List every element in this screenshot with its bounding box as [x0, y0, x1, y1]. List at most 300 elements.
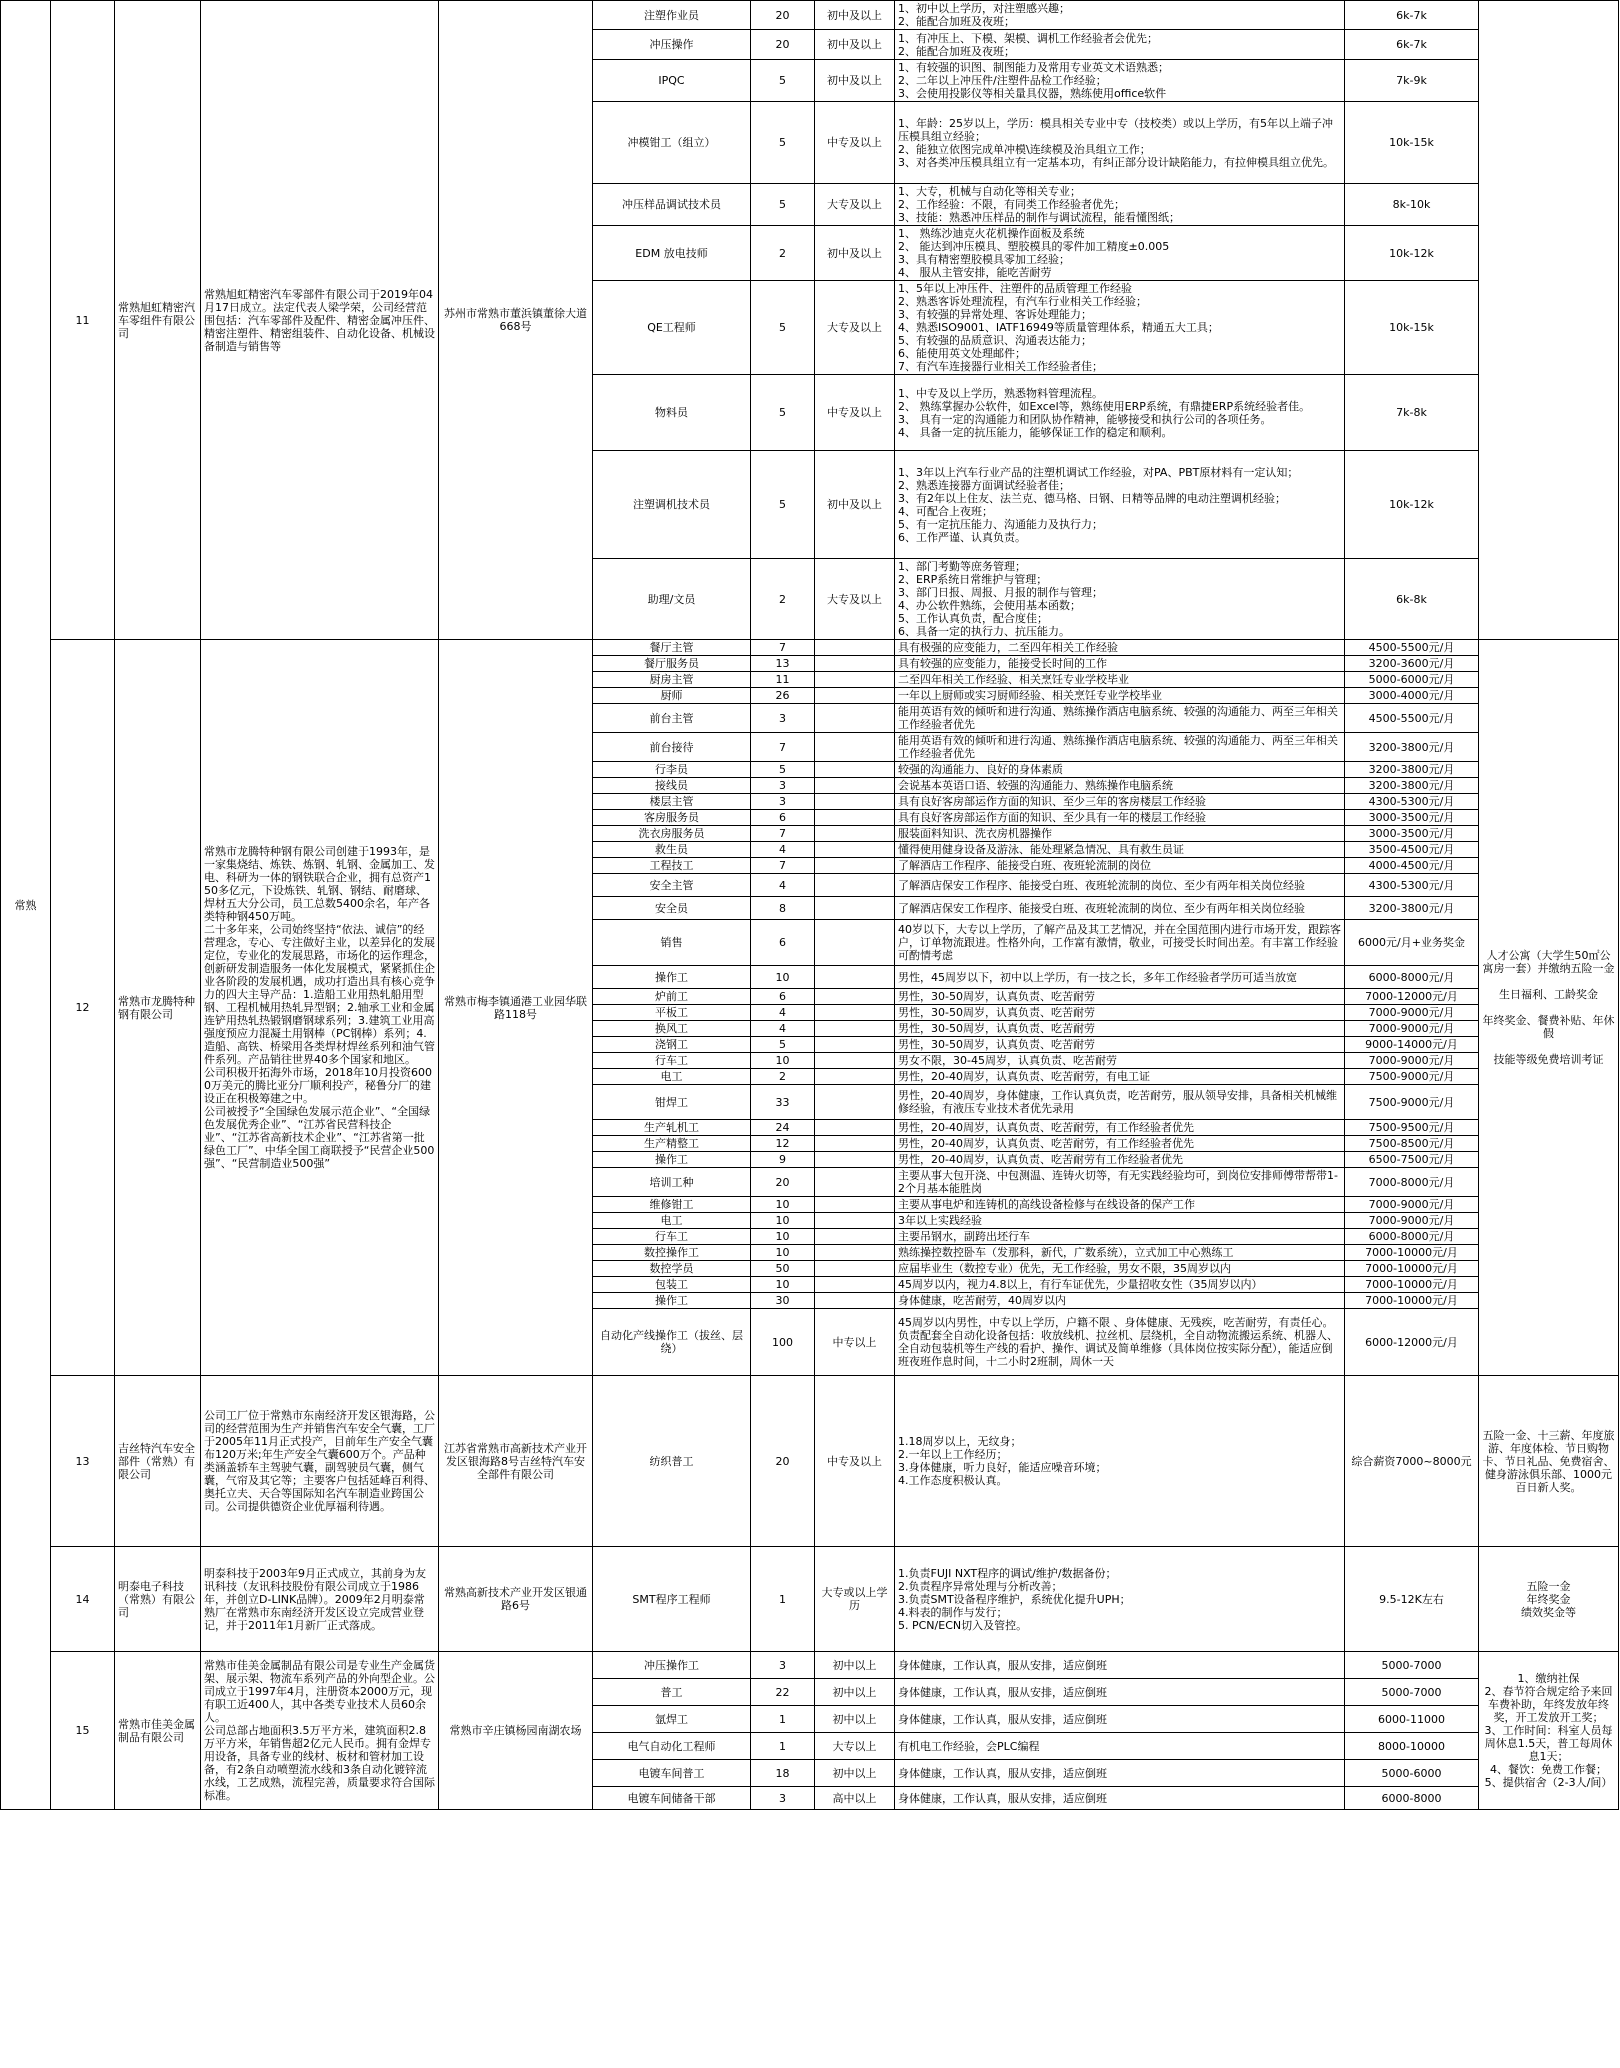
- job-title: 生产精整工: [593, 1136, 751, 1152]
- company-number: 13: [51, 1376, 115, 1547]
- job-education: [815, 920, 895, 966]
- job-title: QE工程师: [593, 281, 751, 375]
- job-headcount: 12: [751, 1136, 815, 1152]
- job-title: 自动化产线操作工（拔丝、层绕）: [593, 1309, 751, 1376]
- job-headcount: 10: [751, 1277, 815, 1293]
- job-title: 电镀车间普工: [593, 1760, 751, 1787]
- job-education: 高中以上: [815, 1787, 895, 1810]
- company-description: 常熟市龙腾特种钢有限公司创建于1993年，是一家集烧结、炼铁、炼钢、轧钢、金属加工、发电、科研为一体的钢铁联合企业，拥有总资产150多亿元，下设炼铁、轧钢、钢结、耐磨球、焊材五大分公司，员工总数5400余名，年产各类特种钢450万吨。 二十多年来，公司始终坚持“依法、诚信”的经营理念，专心、专注做好主业，以差异化的发展定位，专业化的发展思路，市场化的运作理念，创新研发制造服务一体化发展模式，紧紧抓住企业各阶段的发展机遇，成功打造出具有核心竞争力的四大主导产品：1.造船工业用热轧船用型钢、工程机械用热轧异型钢；2.轴承工业和金属连铲用热轧热锻钢磨钢球系列；3.建筑工业用高强度预应力混凝土用钢棒（PC钢棒）系列；4.造船、高铁、桥梁用各类焊材焊丝系列和油气管件系列。产品销往世界40多个国家和地区。 公司积极开拓海外市场，2018年10月投资6000万美元的腾比亚分厂顺利投产，秘鲁分厂的建设正在积极筹建之中。 公司被授予“全国绿色发展示范企业”、“全国绿色发展优秀企业”、“江苏省民营科技企业”、“江苏省高新技术企业”、“江苏省第一批绿色工厂”、中华全国工商联授予“民营企业500强”、“民营制造业500强”: [201, 640, 439, 1376]
- job-salary: 5000-6000: [1345, 1760, 1479, 1787]
- job-headcount: 10: [751, 1053, 815, 1069]
- job-title: 包装工: [593, 1277, 751, 1293]
- job-title: 冲模钳工（组立）: [593, 102, 751, 184]
- job-headcount: 5: [751, 102, 815, 184]
- job-requirements: 具有较强的应变能力，能接受长时间的工作: [895, 656, 1345, 672]
- job-title: 普工: [593, 1679, 751, 1706]
- company-benefits: [1479, 1, 1619, 640]
- job-title: EDM 放电技师: [593, 226, 751, 281]
- job-requirements: 男性，20-40周岁，认真负责、吃苦耐劳，有电工证: [895, 1069, 1345, 1085]
- job-education: [815, 1293, 895, 1309]
- job-headcount: 10: [751, 966, 815, 989]
- table-row: [1, 1376, 1619, 1547]
- job-headcount: 3: [751, 1652, 815, 1679]
- job-salary: 6000-12000元/月: [1345, 1309, 1479, 1376]
- job-education: [815, 842, 895, 858]
- job-education: [815, 762, 895, 778]
- job-title: 前台接待: [593, 733, 751, 762]
- job-headcount: 6: [751, 989, 815, 1005]
- job-salary: 6000-8000元/月: [1345, 1229, 1479, 1245]
- job-title: 纺织普工: [593, 1376, 751, 1547]
- job-salary: 7500-9000元/月: [1345, 1069, 1479, 1085]
- company-address: 常熟高新技术产业开发区银通路6号: [439, 1547, 593, 1652]
- job-education: [815, 1005, 895, 1021]
- company-name: 吉丝特汽车安全部件（常熟）有限公司: [115, 1376, 201, 1547]
- job-education: [815, 989, 895, 1005]
- job-title: 氩焊工: [593, 1706, 751, 1733]
- job-education: [815, 1261, 895, 1277]
- job-title: 数控学员: [593, 1261, 751, 1277]
- job-headcount: 10: [751, 1245, 815, 1261]
- job-education: [815, 874, 895, 897]
- job-education: 初中及以上: [815, 60, 895, 102]
- job-salary: 4300-5300元/月: [1345, 794, 1479, 810]
- job-salary: 4000-4500元/月: [1345, 858, 1479, 874]
- job-headcount: 22: [751, 1679, 815, 1706]
- job-headcount: 3: [751, 704, 815, 733]
- job-headcount: 2: [751, 226, 815, 281]
- job-education: [815, 704, 895, 733]
- job-salary: 7000-10000元/月: [1345, 1277, 1479, 1293]
- job-education: [815, 778, 895, 794]
- job-education: 大专以上: [815, 1733, 895, 1760]
- job-requirements: 1、有冲压上、下模、架模、调机工作经验者会优先； 2、能配合加班及夜班；: [895, 30, 1345, 60]
- job-requirements: 1、初中以上学历，对注塑感兴趣； 2、能配合加班及夜班；: [895, 1, 1345, 30]
- job-title: 客房服务员: [593, 810, 751, 826]
- job-requirements: 身体健康，吃苦耐劳，40周岁以内: [895, 1293, 1345, 1309]
- job-headcount: 10: [751, 1197, 815, 1213]
- job-education: 中专及以上: [815, 375, 895, 451]
- company-benefits: 1、缴纳社保 2、春节符合规定给予来回车费补助，年终发放年终奖，开工发放开工奖； 3、工作时间：科室人员每周休息1.5天，普工每周休息1天； 4、餐饮：免费工作餐； 5、提供宿舍（2-3人/间）: [1479, 1652, 1619, 1810]
- job-title: 接线员: [593, 778, 751, 794]
- job-education: 初中以上: [815, 1760, 895, 1787]
- job-education: [815, 1037, 895, 1053]
- job-title: 钳焊工: [593, 1085, 751, 1120]
- job-title: 注塑作业员: [593, 1, 751, 30]
- job-education: 大专及以上: [815, 184, 895, 226]
- job-requirements: 1、3年以上汽车行业产品的注塑机调试工作经验，对PA、PBT原材料有一定认知； 2、熟悉连接器方面调试经验者佳； 3、有2年以上住友、法兰克、德马格、日钢、日精等品牌的电动注塑调机经验； 4、可配合上夜班； 5、有一定抗压能力、沟通能力及执行力； 6、工作严谨、认真负责。: [895, 451, 1345, 559]
- job-title: 餐厅服务员: [593, 656, 751, 672]
- company-number: 11: [51, 1, 115, 640]
- job-title: 冲压操作: [593, 30, 751, 60]
- job-requirements: 男性，30-50周岁，认真负责、吃苦耐劳: [895, 1021, 1345, 1037]
- job-education: [815, 1213, 895, 1229]
- job-title: 销售: [593, 920, 751, 966]
- job-education: [815, 1136, 895, 1152]
- job-requirements: 能用英语有效的倾听和进行沟通、熟练操作酒店电脑系统、较强的沟通能力、两至三年相关工作经验者优先: [895, 733, 1345, 762]
- job-headcount: 7: [751, 640, 815, 656]
- job-title: 物料员: [593, 375, 751, 451]
- job-title: 工程技工: [593, 858, 751, 874]
- job-requirements: 较强的沟通能力、良好的身体素质: [895, 762, 1345, 778]
- job-education: 初中以上: [815, 1652, 895, 1679]
- company-number: 12: [51, 640, 115, 1376]
- job-headcount: 8: [751, 897, 815, 920]
- job-headcount: 5: [751, 451, 815, 559]
- job-title: 楼层主管: [593, 794, 751, 810]
- job-headcount: 50: [751, 1261, 815, 1277]
- company-name: 明泰电子科技（常熟）有限公司: [115, 1547, 201, 1652]
- job-title: IPQC: [593, 60, 751, 102]
- job-requirements: 1、有较强的识图、制图能力及常用专业英文术语熟悉； 2、二年以上冲压件/注塑件品检工作经验； 3、会使用投影仪等相关量具仪器，熟练使用office软件: [895, 60, 1345, 102]
- job-headcount: 13: [751, 656, 815, 672]
- job-requirements: 1.18周岁以上，无纹身； 2.一年以上工作经历； 3.身体健康，听力良好，能适应噪音环境； 4.工作态度积极认真。: [895, 1376, 1345, 1547]
- job-salary: 7000-9000元/月: [1345, 1021, 1479, 1037]
- table-body: [1, 1, 1619, 1810]
- job-salary: 4300-5300元/月: [1345, 874, 1479, 897]
- job-education: [815, 794, 895, 810]
- job-title: 行李员: [593, 762, 751, 778]
- job-title: 电气自动化工程师: [593, 1733, 751, 1760]
- job-headcount: 5: [751, 184, 815, 226]
- job-requirements: 1、年龄：25岁以上，学历：模具相关专业中专（技校类）或以上学历，有5年以上端子冲压模具组立经验； 2、能独立依图完成单冲模\连续模及治具组立工作； 3、对各类冲压模具组立有一定基本功，有纠正部分设计缺陷能力，有拉伸模具组立优先。: [895, 102, 1345, 184]
- job-requirements: 了解酒店保安工作程序、能接受白班、夜班轮流制的岗位、至少有两年相关岗位经验: [895, 897, 1345, 920]
- job-education: 初中及以上: [815, 226, 895, 281]
- job-requirements: 1、大专，机械与自动化等相关专业； 2、工作经验：不限，有同类工作经验者优先； 3、技能：熟悉冲压样品的制作与调试流程，能看懂图纸；: [895, 184, 1345, 226]
- company-number: 14: [51, 1547, 115, 1652]
- job-title: 餐厅主管: [593, 640, 751, 656]
- job-requirements: 40岁以下，大专以上学历，了解产品及其工艺情况，并在全国范围内进行市场开发，跟踪客户，订单物流跟进。性格外向，工作富有激情，敬业，可接受长时间出差。有丰富工作经验可酌情考虑: [895, 920, 1345, 966]
- company-name: 常熟市佳美金属制品有限公司: [115, 1652, 201, 1810]
- job-title: 助理/文员: [593, 559, 751, 640]
- job-headcount: 20: [751, 1, 815, 30]
- company-name: 常熟旭虹精密汽车零组件有限公司: [115, 1, 201, 640]
- job-education: [815, 672, 895, 688]
- table-row: [1, 1652, 1619, 1679]
- job-salary: 3000-4000元/月: [1345, 688, 1479, 704]
- job-requirements: 身体健康，工作认真，服从安排，适应倒班: [895, 1706, 1345, 1733]
- job-title: 行车工: [593, 1229, 751, 1245]
- job-headcount: 4: [751, 842, 815, 858]
- job-requirements: 应届毕业生（数控专业）优先，无工作经验，男女不限，35周岁以内: [895, 1261, 1345, 1277]
- job-headcount: 20: [751, 1168, 815, 1197]
- job-headcount: 1: [751, 1547, 815, 1652]
- job-title: 操作工: [593, 1293, 751, 1309]
- job-salary: 3200-3800元/月: [1345, 733, 1479, 762]
- job-title: 行车工: [593, 1053, 751, 1069]
- table-row: [1, 640, 1619, 656]
- job-education: [815, 1152, 895, 1168]
- city-cell: 常熟: [1, 1, 51, 1810]
- job-salary: 7000-9000元/月: [1345, 1197, 1479, 1213]
- job-title: 操作工: [593, 1152, 751, 1168]
- job-requirements: 具有极强的应变能力，二至四年相关工作经验: [895, 640, 1345, 656]
- job-salary: 7000-9000元/月: [1345, 1053, 1479, 1069]
- job-salary: 7000-9000元/月: [1345, 1005, 1479, 1021]
- job-salary: 3000-3500元/月: [1345, 826, 1479, 842]
- job-headcount: 3: [751, 778, 815, 794]
- job-requirements: 男性，20-40周岁，认真负责、吃苦耐劳，有工作经验者优先: [895, 1120, 1345, 1136]
- job-salary: 7k-9k: [1345, 60, 1479, 102]
- job-title: 安全员: [593, 897, 751, 920]
- job-requirements: 1、 熟练沙迪克火花机操作面板及系统 2、 能达到冲压模具、塑胶模具的零件加工精度±0.005 3、具有精密塑胶模具零加工经验； 4、 服从主管安排，能吃苦耐劳: [895, 226, 1345, 281]
- company-description: 常熟市佳美金属制品有限公司是专业生产金属货架、展示架、物流车系列产品的外向型企业。公司成立于1997年4月，注册资本2000万元，现有职工近400人，其中各类专业技术人员60余人。 公司总部占地面积3.5万平方米，建筑面积2.8万平方米，年销售超2亿元人民币。拥有金焊专用设备，具备专业的线材、板材和管材加工设备，有2条自动喷塑流水线和3条自动化镀锌流水线，工艺成熟，流程完善，质量要求符合国际标准。: [201, 1652, 439, 1810]
- job-headcount: 5: [751, 375, 815, 451]
- job-title: 洗衣房服务员: [593, 826, 751, 842]
- job-education: [815, 1277, 895, 1293]
- job-education: [815, 1053, 895, 1069]
- job-title: 培训工种: [593, 1168, 751, 1197]
- company-description: 常熟旭虹精密汽车零部件有限公司于2019年04月17日成立。法定代表人梁学荣，公司经营范围包括：汽车零部件及配件、精密金属冲压件、精密注塑件、精密组装件、自动化设备、机械设备制造与销售等: [201, 1, 439, 640]
- job-education: [815, 1168, 895, 1197]
- job-requirements: 男性，30-50周岁，认真负责、吃苦耐劳: [895, 989, 1345, 1005]
- job-headcount: 4: [751, 1005, 815, 1021]
- job-education: 大专及以上: [815, 281, 895, 375]
- job-requirements: 男性，45周岁以下，初中以上学历，有一技之长，多年工作经验者学历可适当放宽: [895, 966, 1345, 989]
- job-education: 大专及以上: [815, 559, 895, 640]
- company-address: 苏州市常熟市董浜镇董徐大道668号: [439, 1, 593, 640]
- job-requirements: 服装面料知识、洗衣房机器操作: [895, 826, 1345, 842]
- job-education: 初中及以上: [815, 1, 895, 30]
- job-headcount: 33: [751, 1085, 815, 1120]
- job-headcount: 26: [751, 688, 815, 704]
- job-education: [815, 640, 895, 656]
- job-education: [815, 966, 895, 989]
- job-headcount: 5: [751, 1037, 815, 1053]
- job-salary: 7000-9000元/月: [1345, 1213, 1479, 1229]
- job-education: 中专及以上: [815, 102, 895, 184]
- job-headcount: 7: [751, 826, 815, 842]
- company-name: 常熟市龙腾特种钢有限公司: [115, 640, 201, 1376]
- job-headcount: 2: [751, 559, 815, 640]
- job-headcount: 5: [751, 281, 815, 375]
- company-description: 明泰科技于2003年9月正式成立，其前身为友讯科技（友讯科技股份有限公司成立于1986年，并创立D-LINK品牌）。2009年2月明泰常熟厂在常熟市东南经济开发区设立完成营业登记，并于2011年1月新厂正式落成。: [201, 1547, 439, 1652]
- job-salary: 3200-3800元/月: [1345, 762, 1479, 778]
- job-headcount: 2: [751, 1069, 815, 1085]
- job-headcount: 18: [751, 1760, 815, 1787]
- job-requirements: 具有良好客房部运作方面的知识、至少具有一年的楼层工作经验: [895, 810, 1345, 826]
- job-education: [815, 1021, 895, 1037]
- job-requirements: 3年以上实践经验: [895, 1213, 1345, 1229]
- job-headcount: 1: [751, 1706, 815, 1733]
- company-benefits: 五险一金 年终奖金 绩效奖金等: [1479, 1547, 1619, 1652]
- job-education: [815, 733, 895, 762]
- job-salary: 7k-8k: [1345, 375, 1479, 451]
- job-requirements: 男性，20-40周岁，身体健康，工作认真负责，吃苦耐劳，服从领导安排，具备相关机械维修经验，有液压专业技术者优先录用: [895, 1085, 1345, 1120]
- job-salary: 10k-15k: [1345, 281, 1479, 375]
- job-requirements: 熟练操控数控卧车（发那科，新代，广数系统），立式加工中心熟练工: [895, 1245, 1345, 1261]
- job-salary: 6k-7k: [1345, 1, 1479, 30]
- job-requirements: 身体健康，工作认真，服从安排，适应倒班: [895, 1652, 1345, 1679]
- job-salary: 5000-6000元/月: [1345, 672, 1479, 688]
- job-headcount: 5: [751, 762, 815, 778]
- job-salary: 3200-3800元/月: [1345, 778, 1479, 794]
- job-salary: 7500-9000元/月: [1345, 1085, 1479, 1120]
- job-requirements: 了解酒店工作程序、能接受白班、夜班轮流制的岗位: [895, 858, 1345, 874]
- job-requirements: 有机电工作经验，会PLC编程: [895, 1733, 1345, 1760]
- job-salary: 3200-3600元/月: [1345, 656, 1479, 672]
- job-title: 电工: [593, 1069, 751, 1085]
- job-headcount: 100: [751, 1309, 815, 1376]
- company-benefits: 五险一金、十三薪、年度旅游、年度体检、节日购物卡、节日礼品、免费宿舍、健身游泳俱乐部、1000元百日新人奖。: [1479, 1376, 1619, 1547]
- job-headcount: 20: [751, 1376, 815, 1547]
- job-salary: 9.5-12K左右: [1345, 1547, 1479, 1652]
- job-requirements: 身体健康，工作认真，服从安排，适应倒班: [895, 1679, 1345, 1706]
- job-requirements: 1.负责FUJI NXT程序的调试/维护/数据备份； 2.负责程序异常处理与分析改善； 3.负责SMT设备程序维护，系统优化提升UPH； 4.料表的制作与发行； 5. PCN/ECN切入及管控。: [895, 1547, 1345, 1652]
- job-education: [815, 826, 895, 842]
- job-salary: 6500-7500元/月: [1345, 1152, 1479, 1168]
- job-headcount: 6: [751, 810, 815, 826]
- job-requirements: 1、中专及以上学历，熟悉物料管理流程。 2、 熟练掌握办公软件，如Excel等，熟练使用ERP系统，有鼎捷ERP系统经验者佳。 3、 具有一定的沟通能力和团队协作精神，能够接受和执行公司的各项任务。 4、 具备一定的抗压能力，能够保证工作的稳定和顺利。: [895, 375, 1345, 451]
- job-requirements: 1、5年以上冲压件、注塑件的品质管理工作经验 2、熟悉客诉处理流程，有汽车行业相关工作经验； 3、有较强的异常处理、客诉处理能力； 4、熟悉ISO9001、IATF16949等质量管理体系，精通五大工具； 5、有较强的品质意识、沟通表达能力； 6、能使用英文处理邮件； 7、有汽车连接器行业相关工作经验者佳；: [895, 281, 1345, 375]
- job-title: 电工: [593, 1213, 751, 1229]
- company-number: 15: [51, 1652, 115, 1810]
- job-headcount: 1: [751, 1733, 815, 1760]
- job-salary: 4500-5500元/月: [1345, 704, 1479, 733]
- job-headcount: 3: [751, 1787, 815, 1810]
- job-salary: 5000-7000: [1345, 1679, 1479, 1706]
- job-salary: 10k-12k: [1345, 451, 1479, 559]
- job-requirements: 懂得使用健身设备及游泳、能处理紧急情况、具有救生员证: [895, 842, 1345, 858]
- job-education: 中专及以上: [815, 1376, 895, 1547]
- job-education: [815, 810, 895, 826]
- job-education: [815, 688, 895, 704]
- job-headcount: 10: [751, 1213, 815, 1229]
- job-headcount: 9: [751, 1152, 815, 1168]
- job-salary: 7000-10000元/月: [1345, 1245, 1479, 1261]
- job-headcount: 7: [751, 733, 815, 762]
- job-education: [815, 1229, 895, 1245]
- job-title: 冲压样品调试技术员: [593, 184, 751, 226]
- job-education: [815, 897, 895, 920]
- job-headcount: 4: [751, 874, 815, 897]
- company-description: 公司工厂位于常熟市东南经济开发区银海路，公司的经营范围为生产并销售汽车安全气囊，工厂于2005年11月正式投产，目前年生产安全气囊布120万米;年生产安全气囊600万个。产品种类涵盖轿车主驾驶气囊，副驾驶员气囊，侧气囊，气帘及其它等；主要客户包括延峰百利得、奥托立夫、天合等国际知名汽车制造业跨国公司。公司提供德资企业优厚福利待遇。: [201, 1376, 439, 1547]
- job-salary: 7000-10000元/月: [1345, 1293, 1479, 1309]
- job-title: 炉前工: [593, 989, 751, 1005]
- job-requirements: 具有良好客房部运作方面的知识、至少三年的客房楼层工作经验: [895, 794, 1345, 810]
- job-title: 电镀车间储备干部: [593, 1787, 751, 1810]
- company-address: 常熟市辛庄镇杨园南湖农场: [439, 1652, 593, 1810]
- job-headcount: 7: [751, 858, 815, 874]
- job-salary: 6000元/月+业务奖金: [1345, 920, 1479, 966]
- job-salary: 7000-10000元/月: [1345, 1261, 1479, 1277]
- job-requirements: 主要吊钢水，副跨出坯行车: [895, 1229, 1345, 1245]
- job-requirements: 男性，30-50周岁，认真负责、吃苦耐劳: [895, 1005, 1345, 1021]
- job-salary: 7000-12000元/月: [1345, 989, 1479, 1005]
- job-education: [815, 1245, 895, 1261]
- job-title: 平板工: [593, 1005, 751, 1021]
- company-address: 江苏省常熟市高新技术产业开发区银海路8号吉丝特汽车安全部件有限公司: [439, 1376, 593, 1547]
- job-requirements: 45周岁以内男性，中专以上学历，户籍不限 、身体健康、无残疾，吃苦耐劳，有责任心。负责配套全自动化设备包括：收放线机、拉丝机、层绕机，全自动物流搬运系统、机器人、全自动包装机等生产线的看护、操作、调试及简单维修（具体岗位按实际分配），能适应倒班夜班作息时间，十二小时2班制，周休一天: [895, 1309, 1345, 1376]
- job-requirements: 会说基本英语口语、较强的沟通能力、熟练操作电脑系统: [895, 778, 1345, 794]
- job-education: 初中以上: [815, 1706, 895, 1733]
- job-education: [815, 1197, 895, 1213]
- job-title: SMT程序工程师: [593, 1547, 751, 1652]
- job-title: 维修钳工: [593, 1197, 751, 1213]
- job-title: 冲压操作工: [593, 1652, 751, 1679]
- job-education: 中专以上: [815, 1309, 895, 1376]
- job-requirements: 男性，20-40周岁，认真负责、吃苦耐劳，有工作经验者优先: [895, 1136, 1345, 1152]
- job-requirements: 二至四年相关工作经验、相关烹饪专业学校毕业: [895, 672, 1345, 688]
- job-title: 厨师: [593, 688, 751, 704]
- job-headcount: 4: [751, 1021, 815, 1037]
- job-title: 注塑调机技术员: [593, 451, 751, 559]
- job-requirements: 男女不限，30-45周岁，认真负责、吃苦耐劳: [895, 1053, 1345, 1069]
- company-benefits: 人才公寓（大学生50㎡公寓房一套）并缴纳五险一金 生日福利、工龄奖金 年终奖金、餐费补贴、年休假 技能等级免费培训考证: [1479, 640, 1619, 1376]
- job-headcount: 20: [751, 30, 815, 60]
- job-title: 救生员: [593, 842, 751, 858]
- job-headcount: 6: [751, 920, 815, 966]
- job-salary: 7500-8500元/月: [1345, 1136, 1479, 1152]
- job-salary: 3000-3500元/月: [1345, 810, 1479, 826]
- job-salary: 3500-4500元/月: [1345, 842, 1479, 858]
- job-education: [815, 1069, 895, 1085]
- job-salary: 9000-14000元/月: [1345, 1037, 1479, 1053]
- job-title: 换风工: [593, 1021, 751, 1037]
- job-salary: 8k-10k: [1345, 184, 1479, 226]
- job-requirements: 一年以上厨师或实习厨师经验、相关烹饪专业学校毕业: [895, 688, 1345, 704]
- job-salary: 6000-8000元/月: [1345, 966, 1479, 989]
- table-row: [1, 1, 1619, 30]
- job-salary: 3200-3800元/月: [1345, 897, 1479, 920]
- job-requirements: 了解酒店保安工作程序、能接受白班、夜班轮流制的岗位、至少有两年相关岗位经验: [895, 874, 1345, 897]
- job-salary: 6k-7k: [1345, 30, 1479, 60]
- job-title: 安全主管: [593, 874, 751, 897]
- job-education: 初中及以上: [815, 30, 895, 60]
- job-requirements: 男性，30-50周岁，认真负责、吃苦耐劳: [895, 1037, 1345, 1053]
- job-requirements: 45周岁以内，视力4.8以上，有行车证优先，少量招收女性（35周岁以内）: [895, 1277, 1345, 1293]
- job-title: 浇钢工: [593, 1037, 751, 1053]
- job-education: 初中及以上: [815, 451, 895, 559]
- job-salary: 综合薪资7000~8000元: [1345, 1376, 1479, 1547]
- job-headcount: 10: [751, 1229, 815, 1245]
- job-education: 初中以上: [815, 1679, 895, 1706]
- company-address: 常熟市梅李镇通港工业园华联路118号: [439, 640, 593, 1376]
- job-education: [815, 656, 895, 672]
- job-headcount: 24: [751, 1120, 815, 1136]
- job-title: 生产轧机工: [593, 1120, 751, 1136]
- job-headcount: 5: [751, 60, 815, 102]
- job-salary: 10k-15k: [1345, 102, 1479, 184]
- job-salary: 7500-9500元/月: [1345, 1120, 1479, 1136]
- job-education: [815, 1085, 895, 1120]
- job-title: 厨房主管: [593, 672, 751, 688]
- job-title: 数控操作工: [593, 1245, 751, 1261]
- job-requirements: 能用英语有效的倾听和进行沟通、熟练操作酒店电脑系统、较强的沟通能力、两至三年相关工作经验者优先: [895, 704, 1345, 733]
- job-requirements: 主要从事电炉和连铸机的高线设备检修与在线设备的保产工作: [895, 1197, 1345, 1213]
- job-headcount: 3: [751, 794, 815, 810]
- job-salary: 4500-5500元/月: [1345, 640, 1479, 656]
- job-requirements: 身体健康，工作认真，服从安排，适应倒班: [895, 1760, 1345, 1787]
- table-row: [1, 1547, 1619, 1652]
- job-salary: 5000-7000: [1345, 1652, 1479, 1679]
- job-requirements: 身体健康，工作认真，服从安排，适应倒班: [895, 1787, 1345, 1810]
- job-title: 前台主管: [593, 704, 751, 733]
- job-salary: 10k-12k: [1345, 226, 1479, 281]
- job-title: 操作工: [593, 966, 751, 989]
- job-headcount: 11: [751, 672, 815, 688]
- job-education: [815, 1120, 895, 1136]
- job-requirements: 男性，20-40周岁，认真负责、吃苦耐劳有工作经验者优先: [895, 1152, 1345, 1168]
- job-salary: 6k-8k: [1345, 559, 1479, 640]
- job-education: 大专或以上学历: [815, 1547, 895, 1652]
- job-salary: 7000-8000元/月: [1345, 1168, 1479, 1197]
- job-education: [815, 858, 895, 874]
- job-requirements: 1、部门考勤等庶务管理； 2、ERP系统日常维护与管理； 3、部门日报、周报、月报的制作与管理； 4、办公软件熟练，会使用基本函数； 5、工作认真负责，配合度佳； 6、具备一定的执行力、抗压能力。: [895, 559, 1345, 640]
- job-salary: 6000-11000: [1345, 1706, 1479, 1733]
- job-salary: 8000-10000: [1345, 1733, 1479, 1760]
- job-headcount: 30: [751, 1293, 815, 1309]
